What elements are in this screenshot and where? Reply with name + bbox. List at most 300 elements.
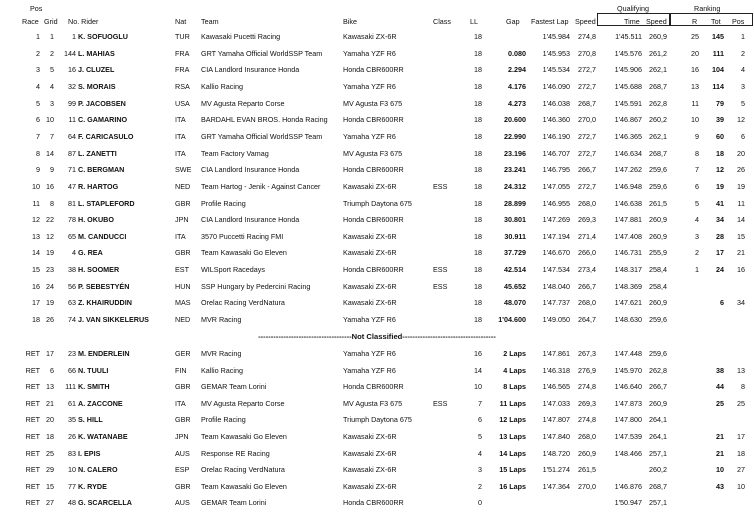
cell-ll: 6	[478, 415, 482, 425]
cell-qs: 260,9	[649, 32, 667, 41]
cell-nat: EST	[175, 265, 189, 275]
table-row	[0, 264, 754, 277]
cell-team: Kawasaki Pucetti Racing	[201, 32, 281, 41]
cell-ll: 18	[474, 215, 482, 225]
cell-nat: HUN	[175, 281, 191, 291]
cell-pos: 18	[737, 448, 745, 458]
cell-qs: 259,6	[649, 165, 667, 175]
cell-no: 38	[68, 265, 76, 275]
cell-pos: 1	[741, 32, 745, 41]
cell-race: 8	[36, 148, 40, 158]
cell-spd: 276,9	[578, 365, 596, 375]
cell-tot: 114	[712, 81, 724, 91]
cell-qs: 268,7	[649, 481, 667, 491]
cell-qt: 1'47.262	[614, 165, 642, 175]
cell-fl: 1'46.090	[542, 81, 570, 91]
cell-tot: 24	[716, 265, 724, 275]
cell-rider: K. WATANABE	[78, 432, 128, 441]
cell-pos: 13	[737, 365, 745, 375]
table-row	[0, 398, 754, 411]
qualifying-header: Qualifying	[617, 4, 649, 13]
cell-qt: 1'45.591	[614, 98, 642, 108]
cell-ll: 18	[474, 248, 482, 258]
cell-nat: ITA	[175, 115, 186, 125]
cell-qs: 260,9	[649, 215, 667, 225]
cell-pos: 12	[737, 115, 745, 125]
cell-race: 4	[36, 81, 40, 91]
cell-ll: 18	[474, 48, 482, 58]
cell-no: 48	[68, 498, 76, 508]
cell-rider: J. CLUZEL	[78, 65, 115, 75]
cell-spd: 268,0	[578, 198, 596, 208]
cell-rider: C. BERGMAN	[78, 165, 125, 175]
cell-qt: 1'47.621	[614, 298, 642, 308]
cell-race: 10	[32, 181, 40, 191]
cell-rider: G. REA	[78, 248, 103, 258]
cell-team: SSP Hungary by Pedercini Racing	[201, 281, 311, 291]
cell-spd: 274,8	[578, 32, 596, 41]
cell-gap: 1'04.600	[498, 315, 526, 325]
fastest-lap-header: Fastest Lap	[531, 17, 569, 26]
cell-spd: 272,7	[578, 65, 596, 75]
cell-no: 4	[72, 248, 76, 258]
cell-nat: USA	[175, 98, 190, 108]
cell-fl: 1'46.190	[542, 131, 570, 141]
cell-race: 13	[32, 231, 40, 241]
cell-grid: 2	[50, 48, 54, 58]
cell-pos: 15	[737, 231, 745, 241]
cell-ll: 18	[474, 148, 482, 158]
cell-gap: 4.273	[508, 98, 526, 108]
table-row	[0, 297, 754, 310]
cell-r: 8	[695, 148, 699, 158]
cell-pos: 25	[737, 398, 745, 408]
cell-bike: Yamaha YZF R6	[343, 315, 396, 325]
table-row	[0, 81, 754, 94]
cell-pos: 16	[737, 265, 745, 275]
cell-tot: 38	[716, 365, 724, 375]
cell-pos: 20	[737, 148, 745, 158]
cell-fl: 1'46.038	[542, 98, 570, 108]
cell-qt: 1'47.448	[614, 349, 642, 358]
cell-rider: I. EPIS	[78, 448, 101, 458]
cell-rider: L. MAHIAS	[78, 48, 115, 58]
cell-fl: 1'48.720	[542, 448, 570, 458]
qualifying-time-header: Time	[624, 17, 640, 26]
cell-race: 1	[36, 32, 40, 41]
cell-ll: 0	[478, 498, 482, 508]
cell-race: 3	[36, 65, 40, 75]
cell-rider: S. HILL	[78, 415, 103, 425]
cell-grid: 9	[50, 165, 54, 175]
ranking-header: Ranking	[694, 4, 721, 13]
cell-r: 3	[695, 231, 699, 241]
cell-qs: 262,8	[649, 98, 667, 108]
cell-fl: 1'48.040	[542, 281, 570, 291]
cell-bike: Honda CBR600RR	[343, 382, 404, 392]
cell-gap: 11 Laps	[499, 398, 526, 408]
cell-no: 111	[65, 382, 76, 392]
cell-tot: 18	[716, 148, 724, 158]
cell-spd: 269,3	[578, 398, 596, 408]
table-row	[0, 281, 754, 294]
cell-nat: ESP	[175, 465, 190, 475]
cell-pos: 3	[741, 81, 745, 91]
cell-bike: Kawasaki ZX-6R	[343, 481, 397, 491]
cell-team: Kallio Racing	[201, 365, 243, 375]
cell-bike: Yamaha YZF R6	[343, 131, 396, 141]
cell-pos: 14	[737, 215, 745, 225]
cell-fl: 1'47.269	[542, 215, 570, 225]
cell-grid: 24	[46, 281, 54, 291]
cell-spd: 268,7	[578, 98, 596, 108]
cell-qt: 1'46.638	[614, 198, 642, 208]
cell-team: Kallio Racing	[201, 81, 243, 91]
cell-rider: C. GAMARINO	[78, 115, 128, 125]
cell-rider: P. JACOBSEN	[78, 98, 126, 108]
cell-nat: NED	[175, 181, 191, 191]
cell-grid: 19	[46, 248, 54, 258]
ranking-pos-header: Pos	[732, 17, 745, 26]
cell-grid: 21	[46, 398, 54, 408]
cell-bike: Kawasaki ZX-6R	[343, 432, 397, 441]
cell-grid: 20	[46, 415, 54, 425]
cell-bike: Kawasaki ZX-6R	[343, 298, 397, 308]
cell-race: 2	[36, 48, 40, 58]
cell-qs: 261,5	[649, 198, 667, 208]
cell-spd: 268,0	[578, 298, 596, 308]
cell-rider: L. ZANETTI	[78, 148, 117, 158]
cell-ll: 7	[478, 398, 482, 408]
cell-grid: 18	[46, 432, 54, 441]
cell-qt: 1'46.731	[614, 248, 642, 258]
cell-gap: 14 Laps	[499, 448, 526, 458]
cell-tot: 79	[716, 98, 724, 108]
cell-gap: 42.514	[504, 265, 526, 275]
cell-rider: M. ENDERLEIN	[78, 349, 130, 358]
cell-race: RET	[25, 432, 40, 441]
cell-team: Orelac Racing VerdNatura	[201, 465, 285, 475]
cell-qs: 258,4	[649, 265, 667, 275]
cell-grid: 16	[46, 181, 54, 191]
cell-qt: 1'45.576	[614, 48, 642, 58]
cell-r: 13	[691, 81, 699, 91]
cell-pos: 10	[737, 481, 745, 491]
cell-ll: 18	[474, 315, 482, 325]
cell-nat: JPN	[175, 215, 189, 225]
cell-race: RET	[25, 448, 40, 458]
cell-bike: Triumph Daytona 675	[343, 415, 412, 425]
cell-race: 16	[32, 281, 40, 291]
cell-race: 6	[36, 115, 40, 125]
cell-bike: Yamaha YZF R6	[343, 349, 396, 358]
cell-qs: 260,2	[649, 465, 667, 475]
cell-spd: 272,7	[578, 81, 596, 91]
cell-team: Team Kawasaki Go Eleven	[201, 481, 287, 491]
cell-team: MV Agusta Reparto Corse	[201, 398, 285, 408]
cell-tot: 28	[716, 231, 724, 241]
cell-team: Team Kawasaki Go Eleven	[201, 248, 287, 258]
cell-pos: 2	[741, 48, 745, 58]
table-row	[0, 314, 754, 327]
cell-grid: 23	[46, 265, 54, 275]
cell-gap: 4.176	[508, 81, 526, 91]
cell-bike: Triumph Daytona 675	[343, 198, 412, 208]
cell-qs: 268,7	[649, 148, 667, 158]
cell-r: 10	[691, 115, 699, 125]
cell-qs: 260,2	[649, 115, 667, 125]
cell-qt: 1'48.369	[614, 281, 642, 291]
cell-qs: 264,1	[649, 415, 667, 425]
cell-nat: GBR	[175, 415, 191, 425]
cell-race: RET	[25, 415, 40, 425]
cell-ll: 18	[474, 98, 482, 108]
cell-qs: 259,6	[649, 315, 667, 325]
cell-rider: S. MORAIS	[78, 81, 116, 91]
cell-no: 47	[68, 181, 76, 191]
cell-team: MVR Racing	[201, 315, 242, 325]
cell-spd: 270,8	[578, 48, 596, 58]
cell-ll: 18	[474, 265, 482, 275]
cell-fl: 1'46.565	[542, 382, 570, 392]
cell-rider: M. CANDUCCI	[78, 231, 127, 241]
cell-r: 5	[695, 198, 699, 208]
cell-rider: L. STAPLEFORD	[78, 198, 135, 208]
cell-no: 35	[68, 415, 76, 425]
cell-tot: 44	[716, 382, 724, 392]
cell-team: Orelac Racing VerdNatura	[201, 298, 285, 308]
cell-pos: 19	[737, 181, 745, 191]
cell-rider: Z. KHAIRUDDIN	[78, 298, 132, 308]
cell-team: GRT Yamaha Official WorldSSP Team	[201, 48, 323, 58]
cell-rider: H. SOOMER	[78, 265, 120, 275]
cell-qs: 260,9	[649, 298, 667, 308]
cell-gap: 30.801	[504, 215, 526, 225]
cell-tot: 21	[716, 448, 724, 458]
cell-rider: K. SMITH	[78, 382, 110, 392]
cell-gap: 8 Laps	[503, 382, 526, 392]
class-header: Class	[433, 17, 451, 26]
cell-pos: 21	[737, 248, 745, 258]
cell-pos: 17	[737, 432, 745, 441]
cell-gap: 2.294	[508, 65, 526, 75]
cell-grid: 14	[46, 148, 54, 158]
no-rider-header: No. Rider	[68, 17, 99, 26]
cell-race: RET	[25, 481, 40, 491]
cell-team: MVR Racing	[201, 349, 242, 358]
cell-qs: 257,1	[649, 448, 667, 458]
cell-bike: Honda CBR600RR	[343, 265, 404, 275]
cell-gap: 2 Laps	[503, 349, 526, 358]
cell-r: 20	[691, 48, 699, 58]
cell-nat: AUS	[175, 498, 190, 508]
cell-gap: 37.729	[504, 248, 526, 258]
cell-qt: 1'46.867	[614, 115, 642, 125]
cell-qt: 1'45.970	[614, 365, 642, 375]
cell-rider: K. RYDE	[78, 481, 107, 491]
cell-race: 15	[32, 265, 40, 275]
cell-grid: 19	[46, 298, 54, 308]
cell-no: 81	[68, 198, 76, 208]
cell-grid: 15	[46, 481, 54, 491]
cell-no: 74	[68, 315, 76, 325]
cell-grid: 10	[46, 115, 54, 125]
cell-spd: 261,5	[578, 465, 596, 475]
cell-bike: Kawasaki ZX-6R	[343, 231, 397, 241]
cell-fl: 1'47.807	[542, 415, 570, 425]
cell-class: ESS	[433, 181, 448, 191]
cell-tot: 17	[716, 248, 724, 258]
cell-pos: 26	[737, 165, 745, 175]
cell-gap: 20.600	[504, 115, 526, 125]
cell-no: 66	[68, 365, 76, 375]
cell-class: ESS	[433, 398, 448, 408]
cell-nat: FRA	[175, 65, 190, 75]
cell-spd: 266,7	[578, 281, 596, 291]
cell-nat: ITA	[175, 398, 186, 408]
cell-spd: 260,9	[578, 448, 596, 458]
cell-qs: 260,9	[649, 231, 667, 241]
cell-pos: 4	[741, 65, 745, 75]
table-row	[0, 231, 754, 244]
cell-bike: Kawasaki ZX-6R	[343, 248, 397, 258]
cell-tot: 12	[716, 165, 724, 175]
cell-ll: 18	[474, 115, 482, 125]
cell-gap: 0.080	[508, 48, 526, 58]
cell-r: 7	[695, 165, 699, 175]
cell-bike: MV Agusta F3 675	[343, 398, 403, 408]
cell-class: ESS	[433, 265, 448, 275]
cell-nat: FRA	[175, 48, 190, 58]
cell-gap: 30.911	[504, 231, 526, 241]
cell-gap: 4 Laps	[503, 365, 526, 375]
cell-tot: 21	[716, 432, 724, 441]
cell-pos: 11	[737, 198, 745, 208]
cell-qt: 1'46.876	[614, 481, 642, 491]
cell-no: 63	[68, 298, 76, 308]
cell-race: RET	[25, 498, 40, 508]
cell-rider: A. ZACCONE	[78, 398, 123, 408]
cell-race: RET	[25, 349, 40, 358]
table-row	[0, 381, 754, 394]
cell-bike: Honda CBR600RR	[343, 65, 404, 75]
cell-team: Team Kawasaki Go Eleven	[201, 432, 287, 441]
cell-race: 7	[36, 131, 40, 141]
cell-nat: AUS	[175, 448, 190, 458]
cell-gap: 45.652	[504, 281, 526, 291]
cell-team: CIA Landlord Insurance Honda	[201, 65, 300, 75]
cell-no: 1	[72, 32, 76, 41]
speed-header: Speed	[575, 17, 596, 26]
cell-ll: 5	[478, 432, 482, 441]
not-classified-divider: -------------------------------------Not Classified-------------------------------------	[258, 332, 496, 341]
cell-r: 4	[695, 215, 699, 225]
cell-nat: SWE	[175, 165, 192, 175]
cell-class: ESS	[433, 281, 448, 291]
cell-race: 9	[36, 165, 40, 175]
cell-nat: ITA	[175, 148, 186, 158]
cell-tot: 145	[712, 32, 724, 41]
cell-gap: 48.070	[504, 298, 526, 308]
cell-bike: Honda CBR600RR	[343, 115, 404, 125]
cell-nat: TUR	[175, 32, 190, 41]
cell-team: 3570 Puccetti Racing FMI	[201, 231, 284, 241]
cell-team: Profile Racing	[201, 198, 246, 208]
cell-spd: 274,8	[578, 415, 596, 425]
cell-qs: 259,6	[649, 349, 667, 358]
cell-grid: 22	[46, 215, 54, 225]
cell-gap: 15 Laps	[499, 465, 526, 475]
cell-nat: GBR	[175, 382, 191, 392]
cell-team: MV Agusta Reparto Corse	[201, 98, 285, 108]
cell-ll: 18	[474, 298, 482, 308]
cell-ll: 18	[474, 231, 482, 241]
cell-qs: 260,9	[649, 398, 667, 408]
grid-header: Grid	[44, 17, 58, 26]
cell-qs: 257,1	[649, 498, 667, 508]
cell-fl: 1'45.534	[542, 65, 570, 75]
cell-qt: 1'47.800	[614, 415, 642, 425]
cell-no: 83	[68, 448, 76, 458]
cell-tot: 104	[712, 65, 724, 75]
table-row	[0, 98, 754, 111]
cell-nat: RSA	[175, 81, 190, 91]
cell-no: 23	[68, 349, 76, 358]
cell-no: 65	[68, 231, 76, 241]
cell-qt: 1'47.881	[614, 215, 642, 225]
team-header: Team	[201, 17, 219, 26]
cell-qs: 266,7	[649, 382, 667, 392]
cell-fl: 1'47.534	[542, 265, 570, 275]
cell-ll: 18	[474, 198, 482, 208]
table-row	[0, 31, 754, 44]
cell-gap: 23.241	[504, 165, 526, 175]
cell-bike: Yamaha YZF R6	[343, 48, 396, 58]
cell-race: 5	[36, 98, 40, 108]
cell-gap: 13 Laps	[499, 432, 526, 441]
cell-qs: 259,6	[649, 181, 667, 191]
cell-no: 26	[68, 432, 76, 441]
cell-fl: 1'45.984	[542, 32, 570, 41]
cell-tot: 19	[716, 181, 724, 191]
table-row	[0, 48, 754, 61]
cell-team: BARDAHL EVAN BROS. Honda Racing	[201, 115, 328, 125]
cell-r: 2	[695, 248, 699, 258]
cell-bike: Honda CBR600RR	[343, 498, 404, 508]
pos-header: Pos	[30, 4, 43, 13]
ranking-r-header: R	[692, 17, 698, 26]
cell-bike: MV Agusta F3 675	[343, 98, 403, 108]
cell-bike: Kawasaki ZX-6R	[343, 465, 397, 475]
cell-qs: 255,9	[649, 248, 667, 258]
cell-fl: 1'46.955	[542, 198, 570, 208]
cell-rider: N. TUULI	[78, 365, 109, 375]
table-row	[0, 198, 754, 211]
cell-bike: Kawasaki ZX-6R	[343, 448, 397, 458]
table-row	[0, 148, 754, 161]
cell-qt: 1'48.466	[614, 448, 642, 458]
cell-spd: 267,3	[578, 349, 596, 358]
cell-qs: 264,1	[649, 432, 667, 441]
cell-nat: GBR	[175, 198, 191, 208]
cell-gap: 12 Laps	[499, 415, 526, 425]
cell-no: 78	[68, 215, 76, 225]
cell-grid: 13	[46, 382, 54, 392]
cell-fl: 1'45.953	[542, 48, 570, 58]
table-row	[0, 448, 754, 461]
cell-qt: 1'46.634	[614, 148, 642, 158]
cell-rider: J. VAN SIKKELERUS	[78, 315, 149, 325]
